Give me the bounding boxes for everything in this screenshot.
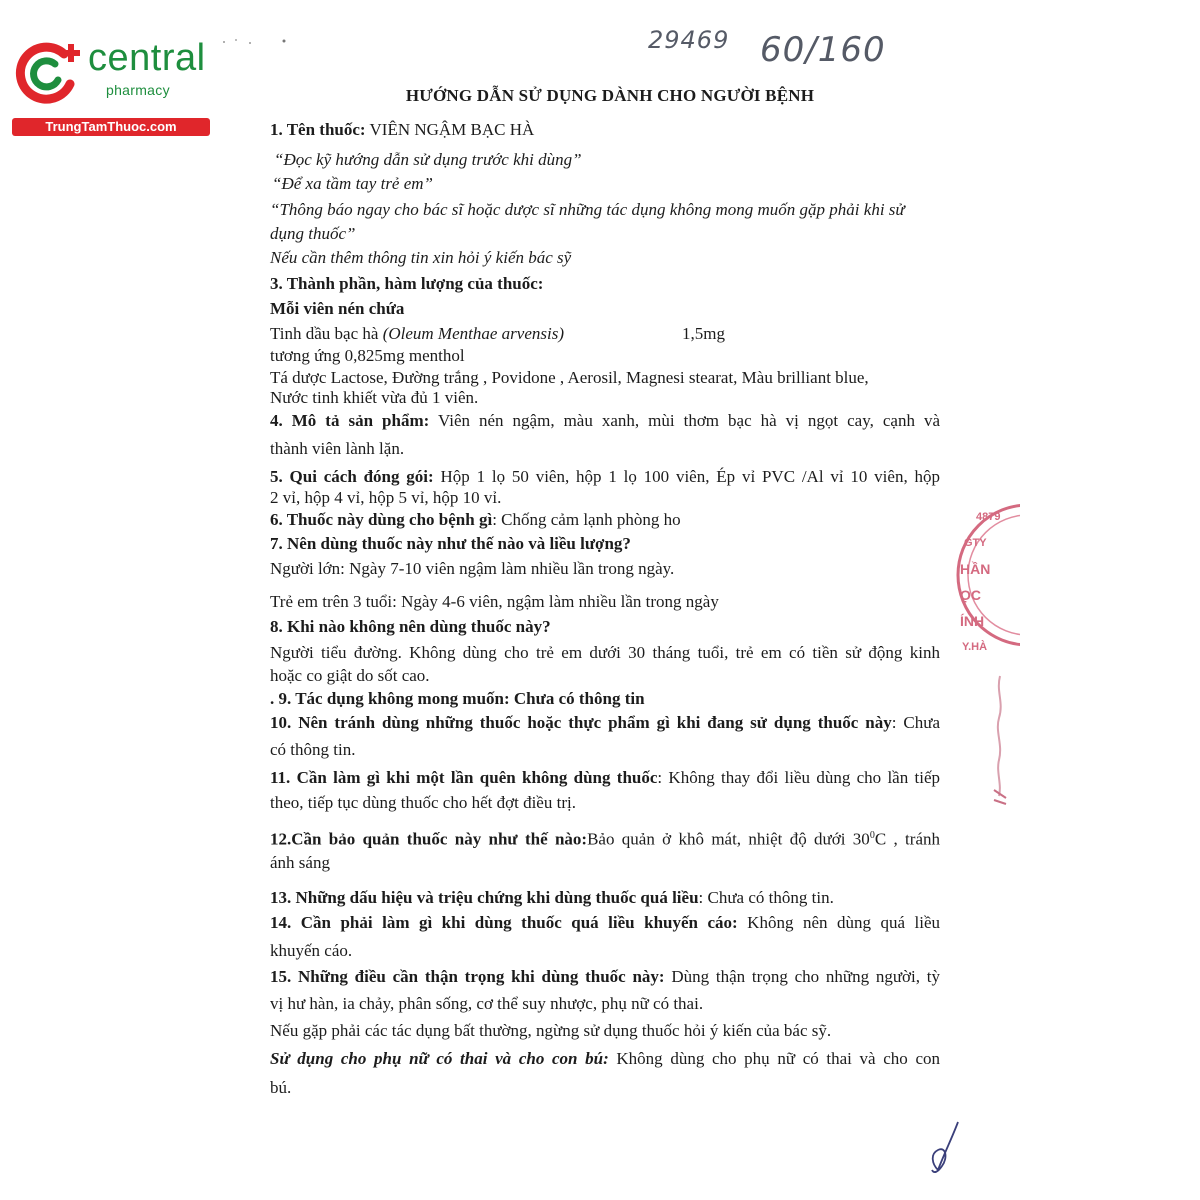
section-8-text-2: hoặc co giật do sốt cao. (270, 666, 430, 685)
warning-read: “Đọc kỹ hướng dẫn sử dụng trước khi dùng” (274, 150, 582, 169)
section-4-label: 4. Mô tả sản phẩm: (270, 411, 430, 430)
stamp-line-5: ÍNH (960, 613, 985, 629)
warning-notify-1: “Thông báo ngay cho bác sĩ hoặc dược sĩ những tác dụng không mong muốn gặp phải khi sử (270, 200, 905, 219)
section-7-child: Trẻ em trên 3 tuổi: Ngày 4-6 viên, ngậm làm nhiều lần trong ngày (270, 592, 719, 611)
stamp-line-3: HẦN (960, 561, 991, 577)
section-13-line (270, 888, 834, 908)
company-stamp (950, 490, 1020, 660)
section-12-text-1: Bảo quản ở khô mát, nhiệt độ dưới 30 (587, 829, 870, 849)
section-10-text-2: có thông tin. (270, 740, 356, 759)
stamp-line-4: ỌC (960, 587, 981, 603)
stamp-text (960, 504, 1000, 660)
signature-icon (920, 1118, 970, 1178)
section-4-line-1 (270, 411, 940, 431)
scan-dots (218, 34, 298, 48)
drug-name-value: VIÊN NGẬM BẠC HÀ (365, 120, 535, 139)
composition-heading: 3. Thành phần, hàm lượng của thuốc: (270, 274, 544, 293)
pregnancy-text-1: Không dùng cho phụ nữ có thai và cho con (608, 1049, 940, 1068)
section-11-text-1: : Không thay đổi liều dùng cho lần tiếp (657, 768, 940, 787)
logo-site-band: TrungTamThuoc.com (12, 118, 210, 136)
section-5-label: 5. Qui cách đóng gói: (270, 467, 434, 486)
section-15-text-2: vị hư hàn, ia chảy, phân sống, cơ thể suy nhược, phụ nữ có thai. (270, 994, 704, 1013)
ingredient-latin: (Oleum Menthae arvensis) (382, 324, 564, 343)
section-11-text-2: theo, tiếp tục dùng thuốc cho hết đợt điều trị. (270, 793, 576, 812)
section-8-heading: 8. Khi nào không nên dùng thuốc này? (270, 617, 551, 636)
section-9: . 9. Tác dụng không mong muốn: Chưa có thông tin (270, 689, 645, 708)
pregnancy-line-1 (270, 1049, 940, 1069)
section-12-line-1 (270, 826, 940, 850)
stamp-line-1: 4879 (976, 511, 1001, 523)
section-5-text-2: 2 vỉ, hộp 4 vỉ, hộp 5 vỉ, hộp 10 vỉ. (270, 488, 502, 507)
ingredient-name: Tinh dầu bạc hà (270, 324, 383, 343)
section-13-text: : Chưa có thông tin. (698, 888, 834, 907)
section-14-text-1: Không nên dùng quá liều (737, 913, 941, 932)
section-10-label: 10. Nên tránh dùng những thuốc hoặc thực phẩm gì khi đang sử dụng thuốc này (270, 713, 892, 732)
section-6-text: : Chống cảm lạnh phòng ho (492, 510, 681, 529)
section-14-text-2: khuyến cáo. (270, 941, 353, 960)
side-scrawl-icon (990, 672, 1010, 812)
logo-name: central (88, 37, 206, 79)
stamp-line-6: Y.HÀ (962, 641, 988, 653)
section-7-adult: Người lớn: Ngày 7-10 viên ngậm làm nhiều lần trong ngày. (270, 559, 675, 578)
section-10-line-1 (270, 713, 940, 733)
section-4-text-2: thành viên lành lặn. (270, 439, 405, 458)
warning-notify-2: dụng thuốc” (270, 224, 356, 243)
ingredient-equiv: tương ứng 0,825mg menthol (270, 346, 465, 365)
pregnancy-label: Sử dụng cho phụ nữ có thai và cho con bú: (270, 1049, 609, 1068)
pregnancy-text-2: bú. (270, 1078, 292, 1097)
section-15-text-3: Nếu gặp phải các tác dụng bất thường, ngừng sử dụng thuốc hỏi ý kiến của bác sỹ. (270, 1021, 832, 1040)
drug-name-label: 1. Tên thuốc: (270, 120, 366, 139)
stamp-line-2: GTY (964, 537, 987, 549)
excipients-2: Nước tinh khiết vừa đủ 1 viên. (270, 388, 479, 407)
warning-children: “Để xa tầm tay trẻ em” (272, 174, 434, 193)
section-5-text-1: Hộp 1 lọ 50 viên, hộp 1 lọ 100 viên, Ép vỉ PVC /Al vỉ 10 viên, hộp (433, 467, 941, 486)
document-title: HƯỚNG DẪN SỬ DỤNG DÀNH CHO NGƯỜI BỆNH (405, 86, 815, 105)
section-12-text-1b: C , tránh (874, 829, 940, 849)
warning-info: Nếu cần thêm thông tin xin hỏi ý kiến bác sỹ (270, 248, 572, 267)
section-10-text-1: : Chưa (891, 713, 940, 732)
section-12-text-2: ánh sáng (270, 853, 330, 872)
section-15-label: 15. Những điều cần thận trọng khi dùng thuốc này: (270, 967, 665, 986)
handwritten-number-2: 60/160 (760, 30, 886, 70)
section-14-label: 14. Cần phải làm gì khi dùng thuốc quá liều khuyến cáo: (270, 913, 738, 932)
handwritten-number-1: 29469 (648, 26, 730, 54)
section-6-line (270, 510, 681, 530)
ingredient-line (270, 324, 564, 344)
section-15-text-1: Dùng thận trọng cho những người, tỳ (664, 967, 941, 986)
logo-sub: pharmacy (106, 82, 170, 98)
section-7-heading: 7. Nên dùng thuốc này như thế nào và liều lượng? (270, 534, 631, 553)
excipients-1: Tá dược Lactose, Đường trắng , Povidone , Aerosil, Magnesi stearat, Màu brilliant blue, (270, 368, 869, 387)
section-13-label: 13. Những dấu hiệu và triệu chứng khi dùng thuốc quá liều (270, 888, 699, 907)
section-15-line-1 (270, 967, 940, 987)
section-12-label: 12.Cần bảo quản thuốc này như thế nào: (270, 829, 588, 849)
section-5-line-1 (270, 467, 940, 487)
section-14-line-1 (270, 913, 940, 933)
section-6-label: 6. Thuốc này dùng cho bệnh gì (270, 510, 493, 529)
ingredient-amount: 1,5mg (682, 324, 725, 343)
section-12-degree: 0 (869, 830, 875, 841)
composition-sub: Mỗi viên nén chứa (270, 299, 405, 318)
section-4-text-1: Viên nén ngậm, màu xanh, mùi thơm bạc hà vị ngọt cay, cạnh và (429, 411, 941, 430)
section-11-line-1 (270, 768, 940, 788)
section-8-text-1: Người tiểu đường. Không dùng cho trẻ em dưới 30 tháng tuổi, trẻ em có tiền sử động kinh (270, 643, 940, 662)
drug-name-line (270, 120, 534, 140)
section-11-label: 11. Cần làm gì khi một lần quên không dùng thuốc (270, 768, 658, 787)
